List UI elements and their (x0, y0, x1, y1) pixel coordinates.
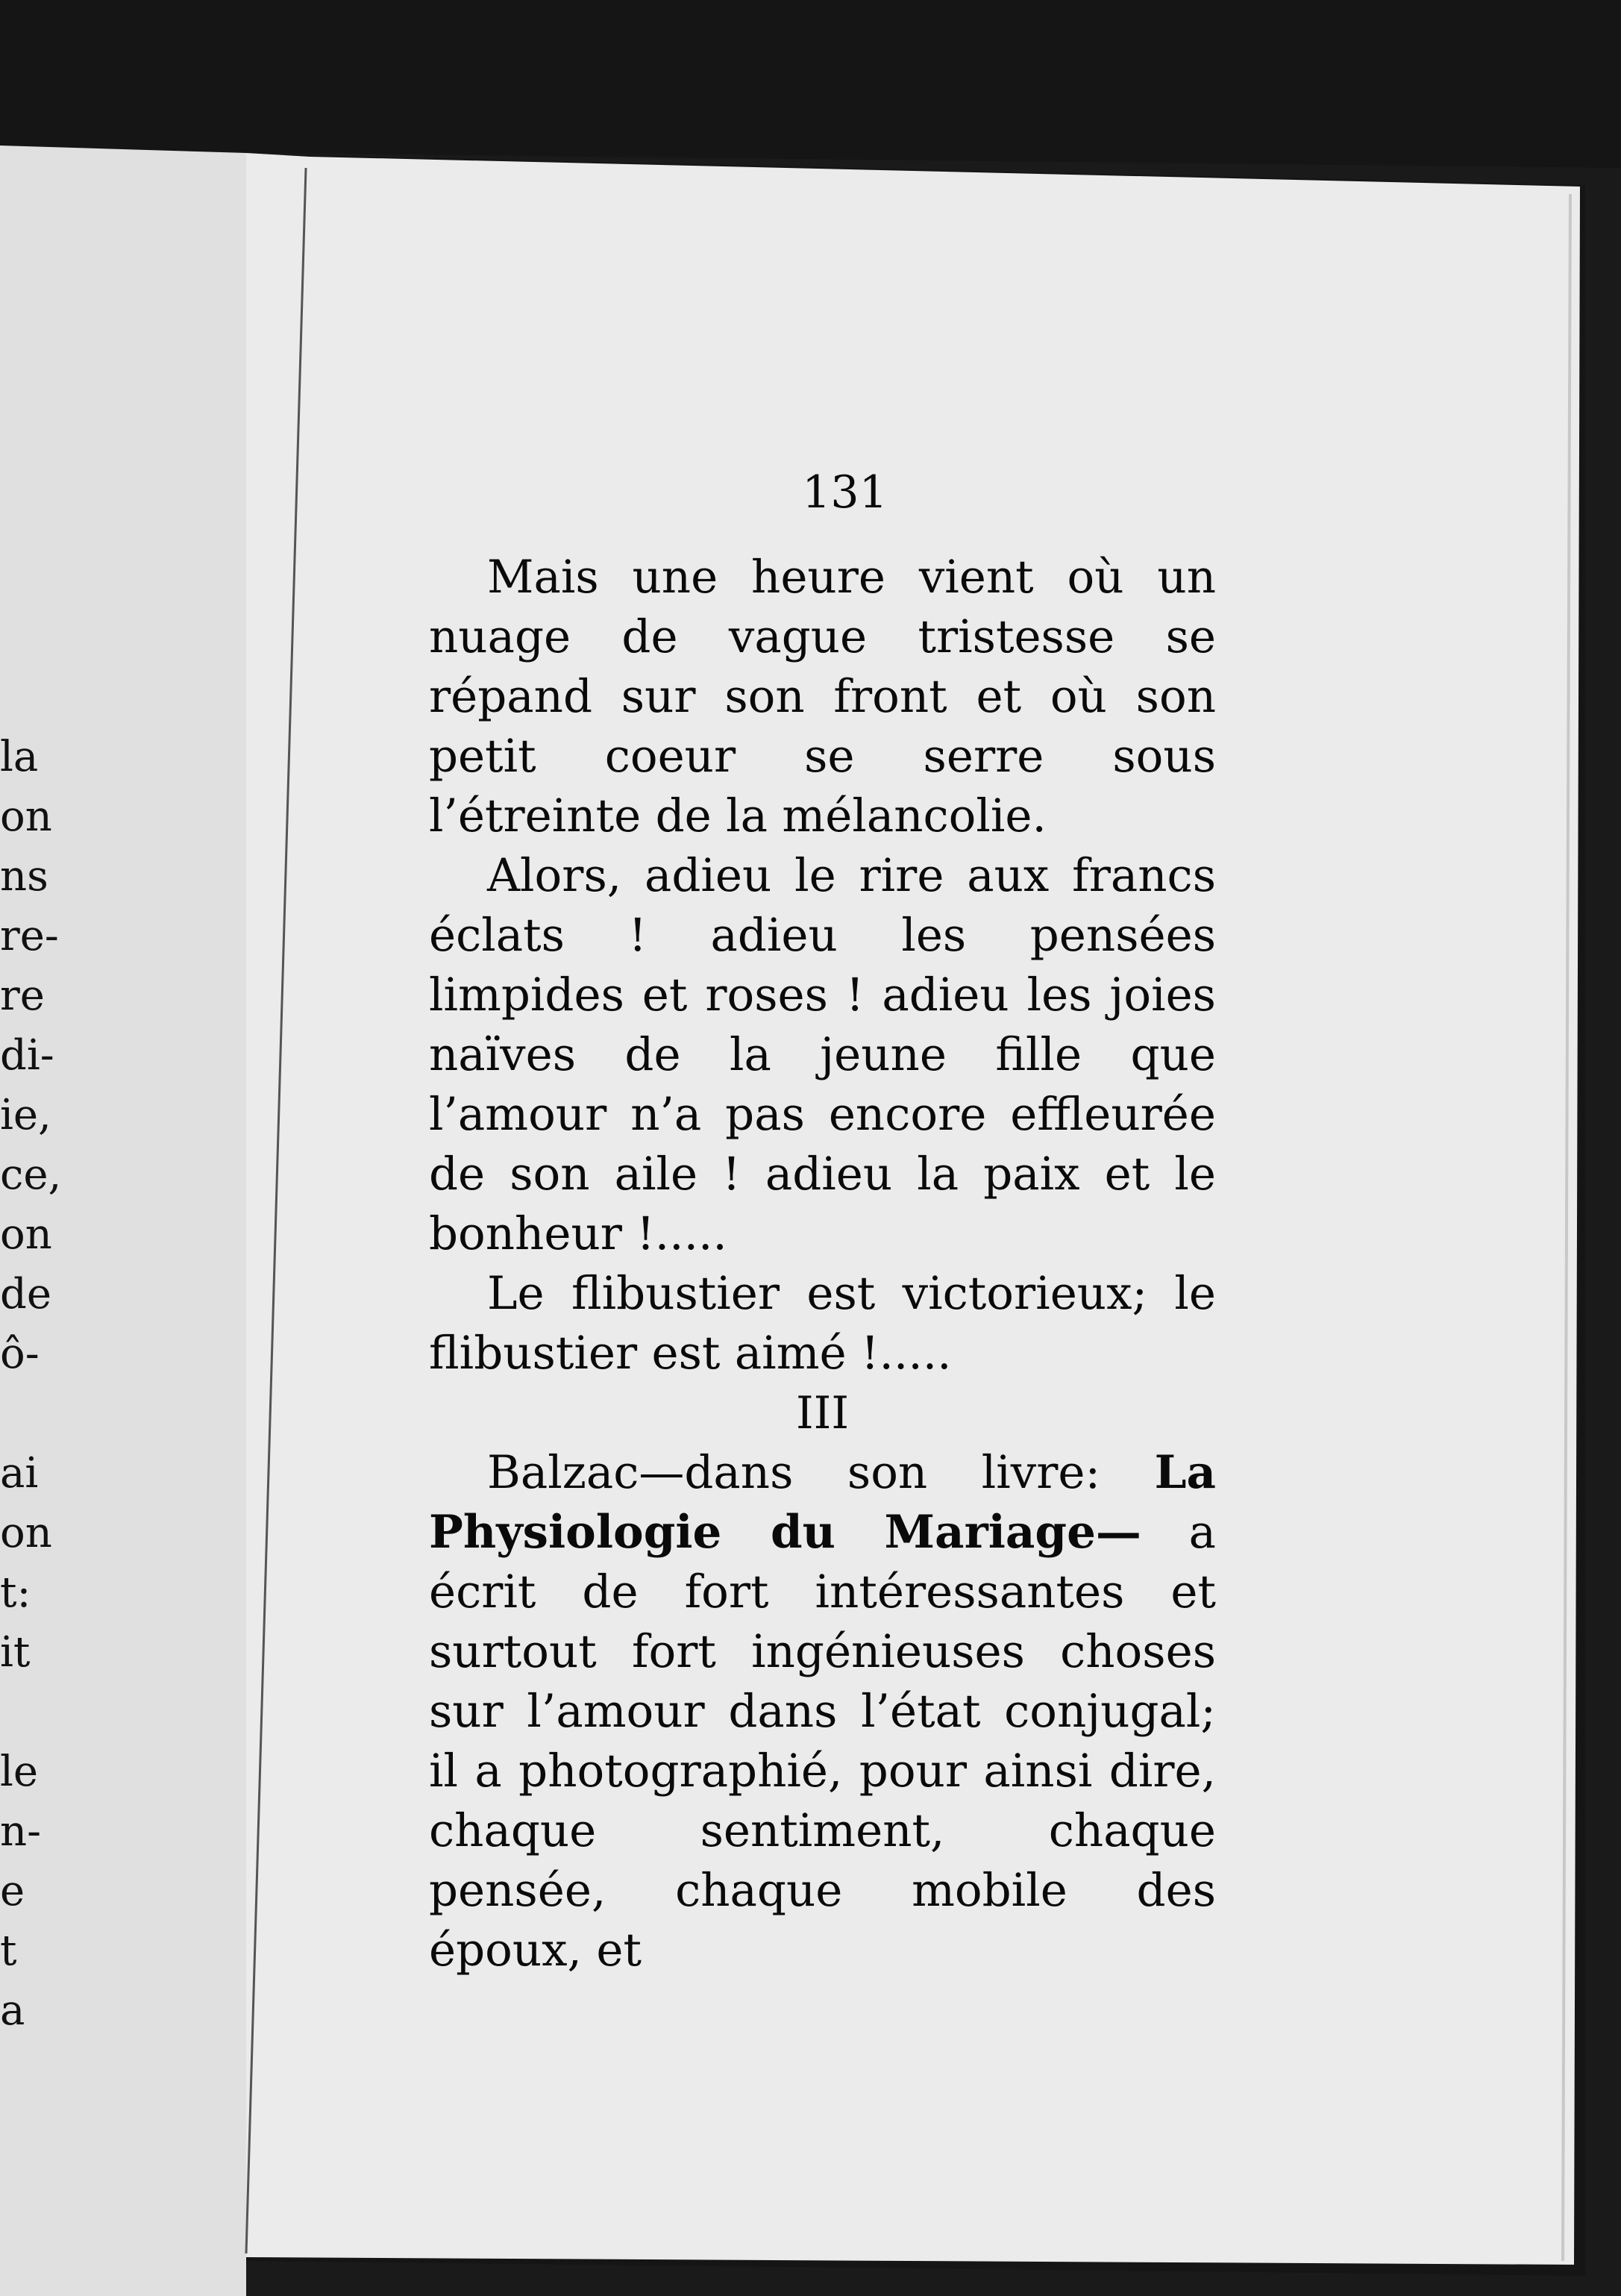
left-fragment: a (0, 1986, 25, 2035)
paragraph: Le flibustier est victorieux; le flibustier est aimé !..... (429, 1267, 1216, 1380)
left-fragment: di- (0, 1031, 54, 1080)
left-fragment: n- (0, 1807, 41, 1856)
section-heading: III (795, 1387, 850, 1439)
left-fragment: ô- (0, 1330, 40, 1378)
left-fragment: t: (0, 1568, 31, 1617)
paragraph-balzac (429, 1443, 1216, 1980)
left-page-fragments (0, 728, 90, 2041)
left-fragment: de (0, 1270, 51, 1319)
left-page (0, 146, 246, 2296)
left-fragment: le (0, 1748, 39, 1796)
paragraph: Mais une heure vient où un nuage de vague tristesse se répand sur son front et où son petit coeur se serre sous l’étreinte de la mélancolie. (429, 551, 1216, 842)
book-title: La Physiologie du Mariage— (429, 1446, 1216, 1559)
left-fragment: on (0, 1509, 52, 1557)
left-fragment: ai (0, 1449, 39, 1498)
left-fragment: la (0, 733, 39, 781)
paragraph-balzac-after: a écrit de fort intéressantes et surtout fort ingénieuses choses sur l’amour dans l’état conjugal; il a photographié, pour ainsi dire, chaque sentiment, chaque pensée, chaque mobile des époux, et (429, 1506, 1216, 1977)
left-fragment: re- (0, 912, 59, 960)
left-fragment: on (0, 792, 52, 841)
left-fragment: ie, (0, 1091, 51, 1139)
page-text-block (429, 463, 1216, 1980)
left-fragment: it (0, 1628, 31, 1677)
left-fragment: e (0, 1867, 25, 1915)
right-page (246, 153, 1621, 2296)
left-fragment (0, 1683, 90, 1742)
left-fragment: on (0, 1210, 52, 1259)
page-number: 131 (802, 466, 888, 519)
paragraph-balzac-before: Balzac—dans son livre: (487, 1446, 1155, 1499)
left-fragment: ns (0, 852, 48, 901)
left-fragment: re (0, 972, 45, 1020)
left-fragment (0, 1384, 90, 1444)
paragraph: Alors, adieu le rire aux francs éclats ! adieu les pensées limpides et roses ! adieu les joies naïves de la jeune fille que l’amour n’a pas encore effleurée de son aile ! adieu la paix et le bonheur !..... (429, 849, 1216, 1260)
left-fragment: ce, (0, 1151, 62, 1199)
left-fragment: t (0, 1927, 17, 1975)
